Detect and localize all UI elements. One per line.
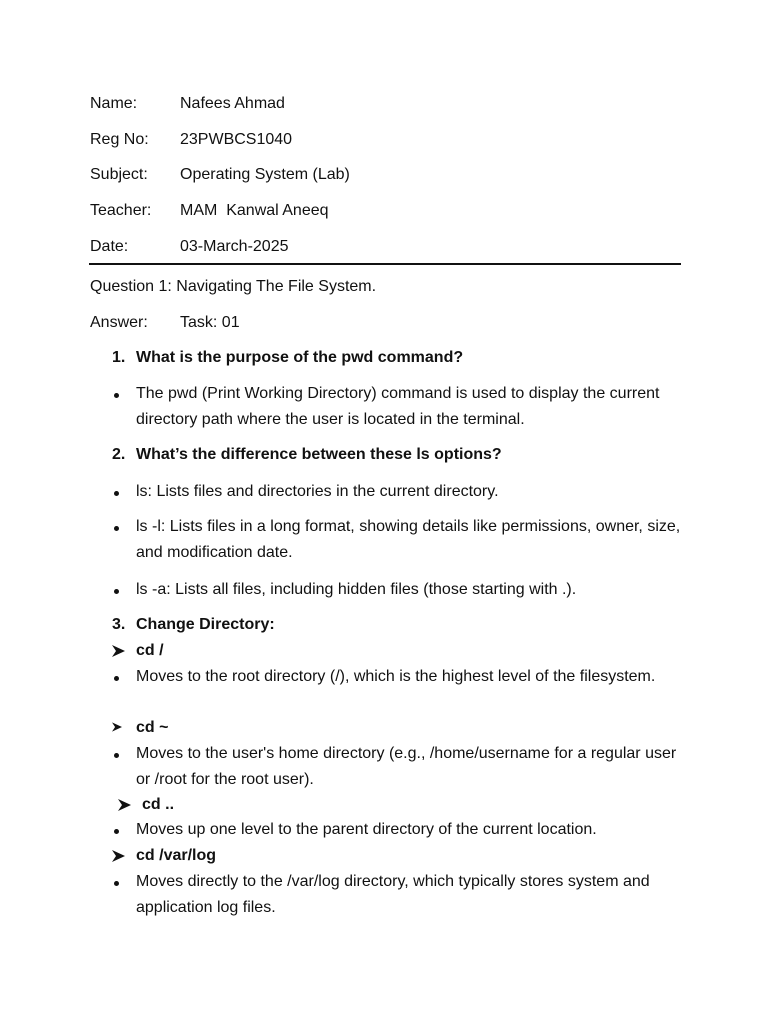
header-divider bbox=[89, 263, 681, 265]
q1-bullet-1: The pwd (Print Working Directory) command is used to display the current directory path where the user is located in the terminal. bbox=[136, 385, 660, 428]
q2-heading: What’s the difference between these ls options? bbox=[136, 446, 502, 463]
task-label: Task: 01 bbox=[180, 314, 240, 331]
q2-number: 2. bbox=[112, 446, 126, 463]
q1-heading: What is the purpose of the pwd command? bbox=[136, 349, 464, 366]
round-bullet-icon bbox=[112, 482, 122, 502]
cmd-2-description: Moves to the user's home directory (e.g., /home/username for a regular user or /root for the root user). bbox=[136, 745, 677, 788]
cmd-2: cd ~ bbox=[136, 719, 169, 736]
q3-number: 3. bbox=[112, 616, 126, 633]
arrowhead-bullet-icon bbox=[112, 641, 126, 661]
arrowhead-bullet-icon bbox=[112, 718, 126, 738]
q2-bullet-2: ls -l: Lists files in a long format, showing details like permissions, owner, size, and modification date. bbox=[136, 518, 681, 561]
round-bullet-icon bbox=[112, 820, 122, 840]
name-label: Name: bbox=[90, 95, 138, 112]
cmd-1-description: Moves to the root directory (/), which is the highest level of the filesystem. bbox=[136, 668, 656, 685]
round-bullet-icon bbox=[112, 667, 122, 687]
round-bullet-icon bbox=[112, 517, 122, 537]
cmd-1: cd / bbox=[136, 642, 164, 659]
q2-bullet-1: ls: Lists files and directories in the current directory. bbox=[136, 483, 499, 500]
round-bullet-icon bbox=[112, 744, 122, 764]
name-value: Nafees Ahmad bbox=[180, 95, 285, 112]
subject-label: Subject: bbox=[90, 166, 148, 183]
subject-value: Operating System (Lab) bbox=[180, 166, 350, 183]
arrowhead-bullet-icon bbox=[112, 846, 126, 866]
teacher-label: Teacher: bbox=[90, 202, 152, 219]
date-label: Date: bbox=[90, 238, 129, 255]
teacher-value: MAM Kanwal Aneeq bbox=[180, 202, 329, 219]
round-bullet-icon bbox=[112, 384, 122, 404]
q3-heading: Change Directory: bbox=[136, 616, 275, 633]
q2-bullet-3: ls -a: Lists all files, including hidden files (those starting with .). bbox=[136, 581, 577, 598]
q1-number: 1. bbox=[112, 349, 126, 366]
cmd-4: cd /var/log bbox=[136, 847, 217, 864]
date-value: 03-March-2025 bbox=[180, 238, 289, 255]
round-bullet-icon bbox=[112, 872, 122, 892]
cmd-4-description: Moves directly to the /var/log directory, which typically stores system and application log files. bbox=[136, 873, 650, 916]
question-title: Question 1: Navigating The File System. bbox=[90, 278, 377, 295]
answer-label: Answer: bbox=[90, 314, 148, 331]
reg-value: 23PWBCS1040 bbox=[180, 131, 293, 148]
arrowhead-bullet-icon bbox=[118, 795, 132, 815]
reg-label: Reg No: bbox=[90, 131, 149, 148]
cmd-3: cd .. bbox=[142, 796, 175, 813]
cmd-3-description: Moves up one level to the parent directory of the current location. bbox=[136, 821, 597, 838]
round-bullet-icon bbox=[112, 580, 122, 600]
